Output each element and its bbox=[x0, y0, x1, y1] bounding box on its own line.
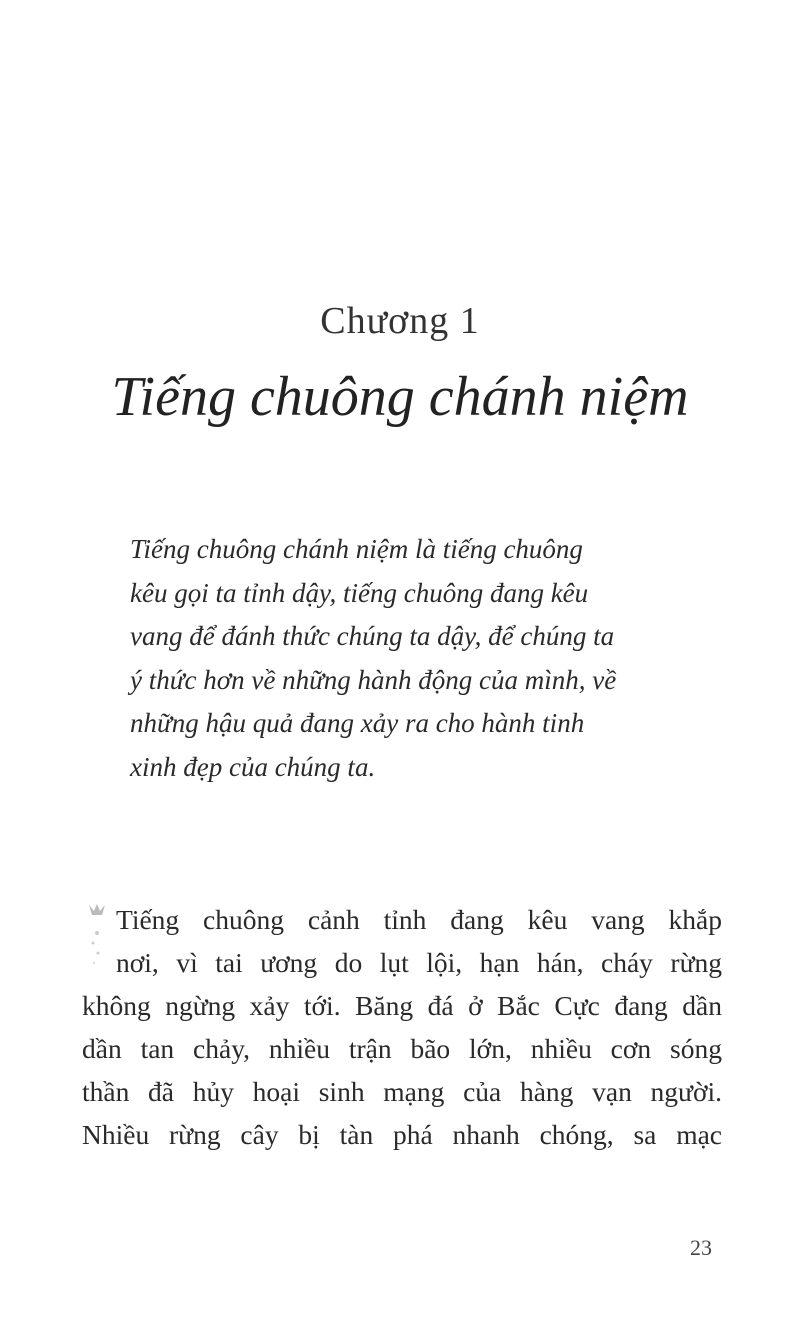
epigraph-line: vang để đánh thức chúng ta dậy, để chúng ta bbox=[130, 621, 615, 651]
body-line: nơi, vì tai ương do lụt lội, hạn hán, cháy rừng bbox=[116, 947, 722, 978]
epigraph-line: kêu gọi ta tỉnh dậy, tiếng chuông đang kêu bbox=[130, 577, 589, 608]
epigraph-line: xinh đẹp của chúng ta. bbox=[130, 751, 376, 782]
epigraph-line: những hậu quả đang xảy ra cho hành tinh bbox=[130, 708, 585, 738]
chapter-epigraph bbox=[130, 528, 720, 789]
epigraph-line: Tiếng chuông chánh niệm là tiếng chuông bbox=[130, 534, 583, 564]
chapter-title: Tiếng chuông chánh niệm bbox=[111, 366, 689, 428]
body-paragraph bbox=[82, 898, 722, 1156]
body-line: không ngừng xảy tới. Băng đá ở Bắc Cực đang dần bbox=[82, 990, 722, 1021]
epigraph-line: ý thức hơn về những hành động của mình, về bbox=[130, 664, 617, 695]
chapter-label: Chương 1 bbox=[320, 300, 480, 342]
body-line: thần đã hủy hoại sinh mạng của hàng vạn người. bbox=[82, 1076, 722, 1107]
body-line: dần tan chảy, nhiều trận bão lớn, nhiều cơn sóng bbox=[82, 1033, 722, 1064]
body-line: Tiếng chuông cảnh tỉnh đang kêu vang khắp bbox=[116, 904, 722, 935]
body-line: Nhiều rừng cây bị tàn phá nhanh chóng, sa mạc bbox=[82, 1119, 722, 1150]
page-number: 23 bbox=[690, 1235, 712, 1260]
